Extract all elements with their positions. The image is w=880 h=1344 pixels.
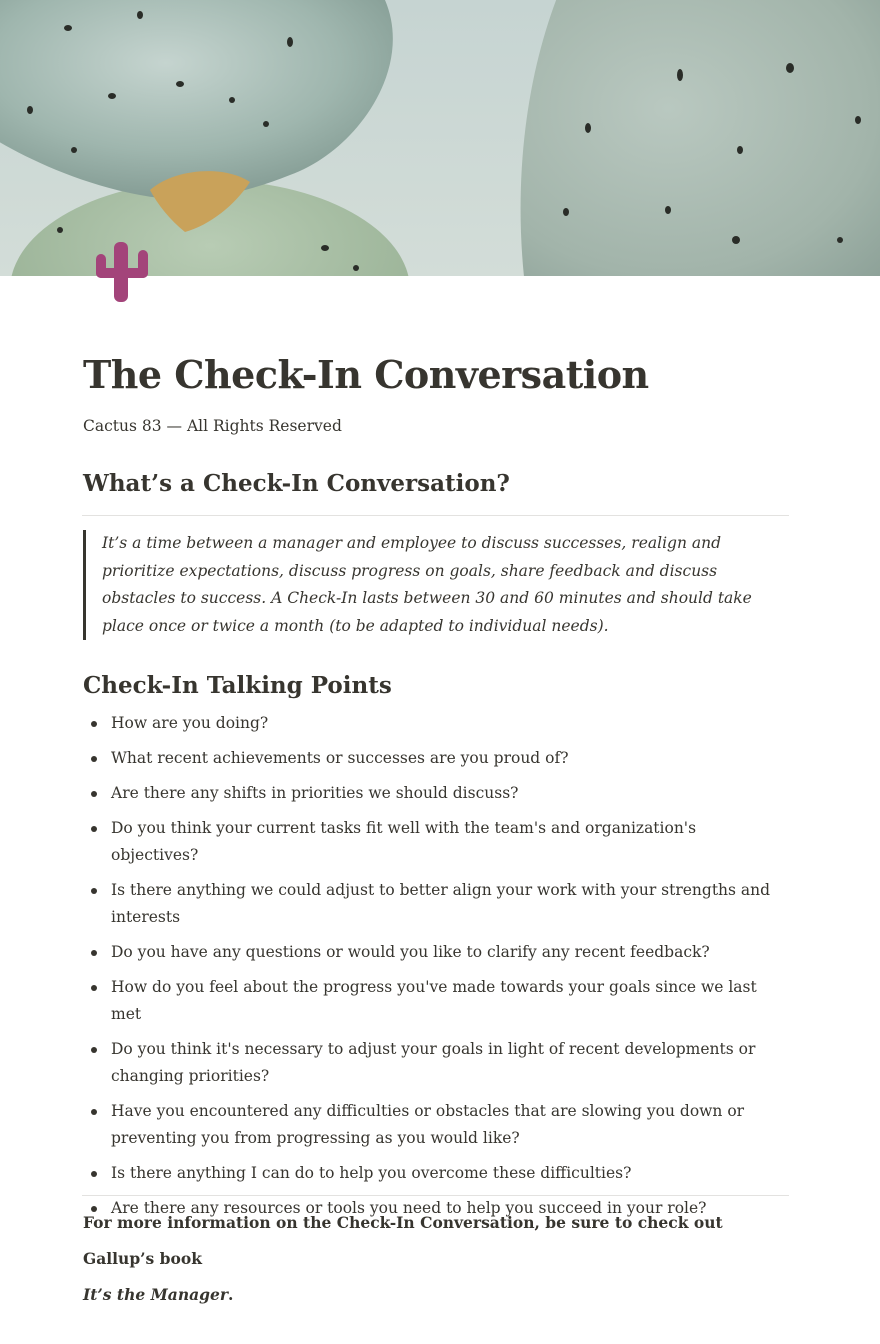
list-item: [83, 710, 783, 737]
list-item: [83, 974, 783, 1028]
footer-divider: [82, 1195, 789, 1196]
list-item: [83, 1036, 783, 1090]
list-item: [83, 1160, 783, 1187]
bullet-icon: [91, 985, 97, 991]
cactus-icon[interactable]: [92, 240, 154, 304]
list-item-text: Is there anything we could adjust to better align your work with your strengths and interests: [111, 881, 771, 926]
footer-note: [83, 1205, 783, 1313]
list-item: [83, 780, 783, 807]
list-item-text: Are there any resources or tools you need to help you succeed in your role?: [111, 1199, 707, 1217]
bullet-icon: [91, 888, 97, 894]
list-item-text: Do you have any questions or would you like to clarify any recent feedback?: [111, 943, 710, 961]
bullet-icon: [91, 721, 97, 727]
bullet-icon: [91, 950, 97, 956]
list-item-text: How do you feel about the progress you've made towards your goals since we last met: [111, 978, 757, 1023]
bullet-icon: [91, 791, 97, 797]
list-item: [83, 1098, 783, 1152]
list-item-text: Do you think it's necessary to adjust your goals in light of recent developments or changing priorities?: [111, 1040, 756, 1085]
section-heading-what-is: What’s a Check-In Conversation?: [83, 470, 510, 497]
bullet-icon: [91, 1109, 97, 1115]
list-item: [83, 745, 783, 772]
quote-text: It’s a time between a manager and employee to discuss successes, realign and prioritize expectations, discuss progress on goals, share feedback and discuss obstacles to success. A Check-In lasts between 30 and 60 minutes and should take place once or twice a month (to be adapted to individual needs).: [102, 534, 752, 635]
list-item-text: Have you encountered any difficulties or obstacles that are slowing you down or preventing you from progressing as you would like?: [111, 1102, 745, 1147]
definition-quote: [83, 530, 773, 640]
page-title[interactable]: The Check-In Conversation: [83, 352, 649, 397]
bullet-icon: [91, 1171, 97, 1177]
list-item: [83, 815, 783, 869]
list-item-text: What recent achievements or successes are you proud of?: [111, 749, 569, 767]
list-item-text: Are there any shifts in priorities we should discuss?: [111, 784, 519, 802]
section-heading-talking-points: Check-In Talking Points: [83, 672, 392, 699]
list-item-text: Do you think your current tasks fit well with the team's and organization's objectives?: [111, 819, 697, 864]
footer-text: For more information on the Check-In Conversation, be sure to check out Gallup’s book: [83, 1213, 723, 1268]
page-subtitle: Cactus 83 — All Rights Reserved: [83, 417, 342, 435]
bullet-icon: [91, 756, 97, 762]
bullet-icon: [91, 1047, 97, 1053]
talking-points-list: [83, 710, 783, 1230]
list-item: [83, 939, 783, 966]
footer-paragraph: [83, 1205, 783, 1313]
list-item: [83, 877, 783, 931]
cover-image[interactable]: [0, 0, 880, 276]
bullet-icon: [91, 826, 97, 832]
heading-divider: [82, 515, 789, 516]
footer-period: .: [228, 1285, 234, 1304]
book-title: It’s the Manager: [83, 1285, 228, 1304]
list-item-text: Is there anything I can do to help you overcome these difficulties?: [111, 1164, 632, 1182]
list-item-text: How are you doing?: [111, 714, 269, 732]
